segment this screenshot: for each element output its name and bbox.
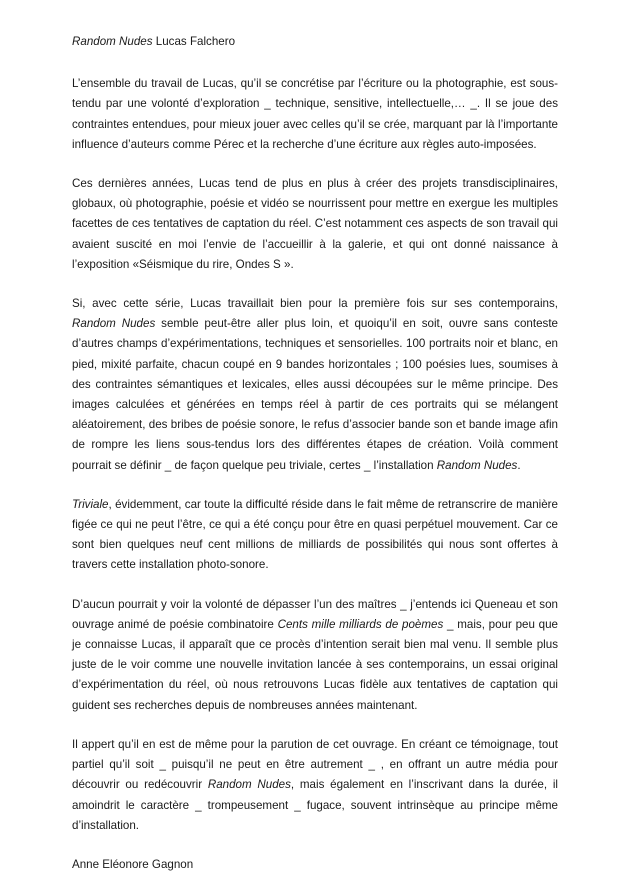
paragraph xyxy=(72,595,558,716)
document-page xyxy=(72,32,558,875)
paragraph xyxy=(72,735,558,836)
italic-text-run: Random Nudes xyxy=(207,778,291,792)
paragraph xyxy=(72,174,558,275)
text-run: Si, avec cette série, Lucas travaillait bien pour la première fois sur ses contemporains, xyxy=(72,297,558,311)
title-work-name: Random Nudes xyxy=(72,35,153,48)
text-run: Ces dernières années, Lucas tend de plus en plus à créer des projets transdisciplinaires, globaux, où photographie, poésie et vidéo se nourrissent pour mettre en exergue les multiples facettes de ces tentatives de captation du réel. C’est notamment ces aspects de son travail qui avaient suscité en moi l’envie de l’accueillir à la galerie, et qui ont donné naissance à l’exposition «Séismique du rire, Ondes S ». xyxy=(72,177,558,271)
italic-text-run: Random Nudes xyxy=(436,458,518,472)
text-run: semble peut-être aller plus loin, et quoiqu’il en soit, ouvre sans conteste d’autres champs d’expérimentations, techniques et sensorielles. 100 portraits noir et blanc, en pied, mixité parfaite, chacun coupé en 9 bandes horizontales ; 100 poésies lues, soumises à des contraintes sémantiques et lexicales, elles aussi découpées sur le même principe. Des images calculées et générées en temps réel à partir de ces portraits qui se mélangent aléatoirement, des bribes de poésie sonore, le refus d’associer bande son et bande image afin de rompre les liens sous-tendus lors des différentes étapes de création. Voilà comment pourrait se définir _ de façon quelque peu triviale, certes _ l’installation xyxy=(72,317,558,472)
italic-text-run: Cents mille milliards de poèmes xyxy=(277,617,444,631)
paragraph xyxy=(72,294,558,476)
paragraph xyxy=(72,495,558,576)
paragraph xyxy=(72,74,558,155)
author-signature: Anne Eléonore Gagnon xyxy=(72,857,194,871)
text-run: . xyxy=(517,458,521,472)
text-run: _ mais, pour peu que je connaisse Lucas, il apparaît que ce procès d’intention serait bien mal venu. Il semble plus juste de le voir comme une nouvelle invitation lancée à ses contemporains, un essai original d’expérimentation du réel, où nous retrouvons Lucas fidèle aux tentatives de captation qui guident ses recherches depuis de nombreuses années maintenant. xyxy=(72,617,558,712)
text-run: , mais également en l’inscrivant dans la durée, il amoindrit le caractère _ trompeusement _ fugace, souvent intrinsèque au principe même d’installation. xyxy=(72,778,558,832)
text-run: Il appert qu’il en est de même pour la parution de cet ouvrage. En créant ce témoignage, tout partiel qu’il soit _ puisqu’il ne peut en être autrement _ , en offrant un autre média pour découvrir ou redécouvrir xyxy=(72,737,558,792)
text-run: L’ensemble du travail de Lucas, qu’il se concrétise par l’écriture ou la photographie, est sous-tendu par une volonté d’exploration _ technique, sensitive, intellectuelle,… _. Il se joue des contraintes entendues, pour mieux jouer avec celles qu’il se crée, marquant par là l’importante influence d’auteurs comme Pérec et la recherche d’une écriture aux règles auto-imposées. xyxy=(72,77,558,151)
document-title xyxy=(72,32,558,52)
body-text xyxy=(72,74,558,836)
title-artist-name: Lucas Falchero xyxy=(152,35,236,48)
text-run: D’aucun pourrait y voir la volonté de dépasser l’un des maîtres _ j’entends ici Queneau et son ouvrage animé de poésie combinatoire xyxy=(72,597,558,631)
text-run: , évidemment, car toute la difficulté réside dans le fait même de retranscrire de manière figée ce qui ne peut l’être, ce qui a été conçu pour être en quasi perpétuel mouvement. Car ce sont bien quelques neuf cent millions de milliards de possibilités qui nous sont offertes à travers cette installation photo-sonore. xyxy=(72,497,558,572)
italic-text-run: Random Nudes xyxy=(72,317,156,331)
italic-text-run: Triviale xyxy=(72,497,109,511)
